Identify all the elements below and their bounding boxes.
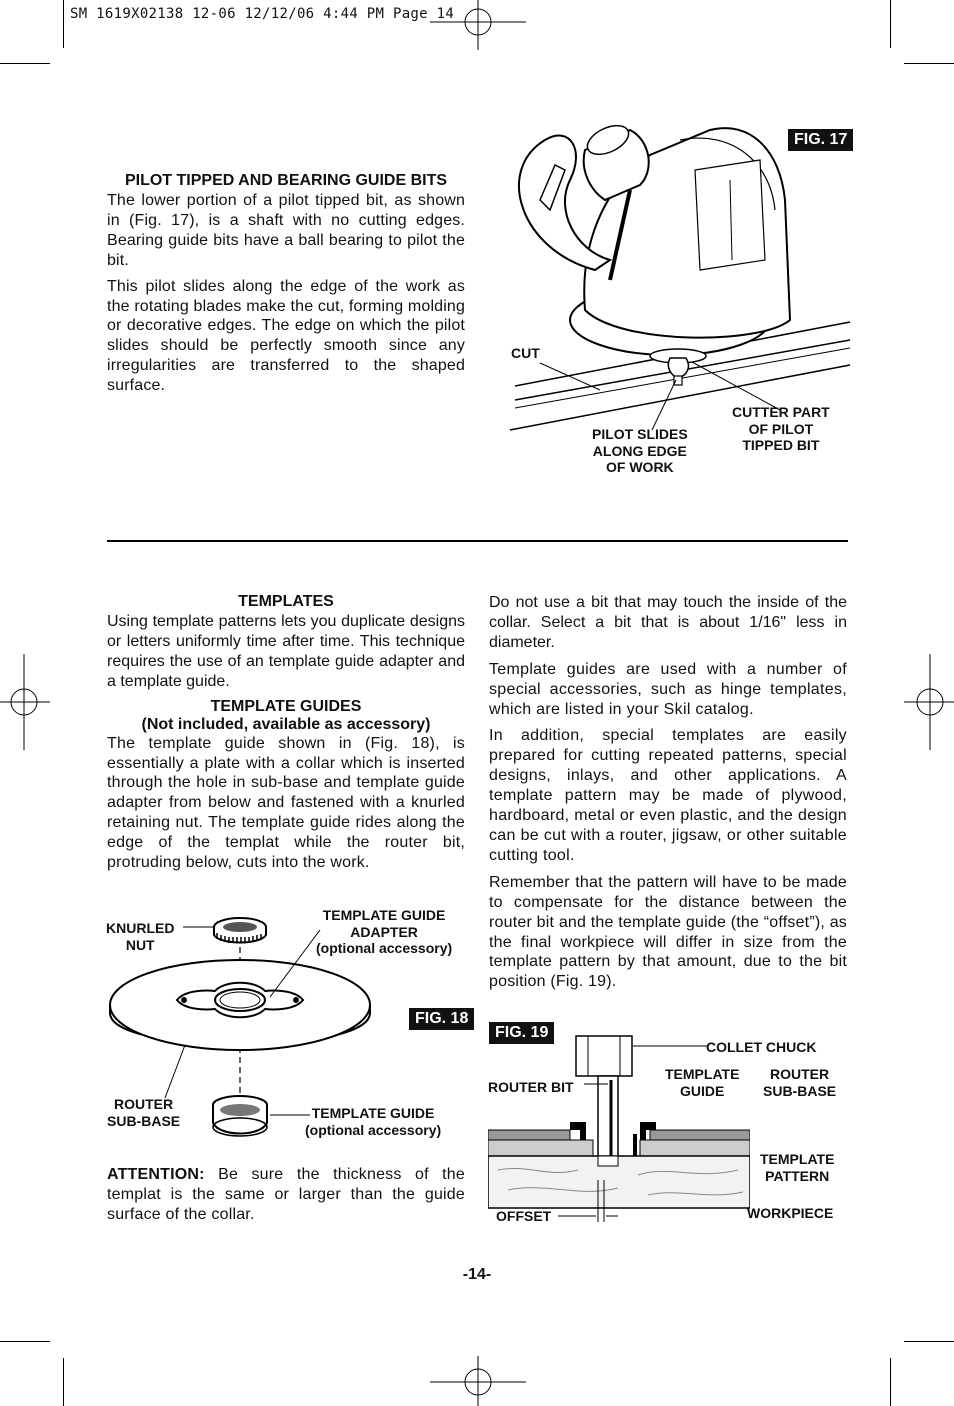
label-line: ROUTER [770, 1066, 830, 1082]
label-knurled-nut [106, 920, 174, 953]
attention-text: Be sure the thickness of the templat is the same or larger than the guide surface of the collar. [107, 1166, 465, 1223]
registration-mark-right [900, 654, 954, 750]
label-line: SUB-BASE [107, 1112, 181, 1129]
label-cut: CUT [511, 345, 540, 361]
label-line: ALONG EDGE [592, 442, 687, 459]
section-heading: TEMPLATES [238, 593, 334, 610]
label-line: NUT [125, 936, 155, 953]
section-heading: PILOT TIPPED AND BEARING GUIDE BITS [124, 172, 448, 189]
label-line: PILOT SLIDES [592, 426, 688, 442]
paragraph: Using template patterns lets you duplicate designs or letters uniformly time after time. This technique requires the use of an template guide adapter and a template guide. [107, 613, 465, 690]
section-pilot-tipped [107, 172, 465, 402]
label-offset: OFFSET [496, 1208, 552, 1224]
label-template-guide [305, 1105, 441, 1138]
attention-note [107, 1165, 465, 1225]
paragraph: Do not use a bit that may touch the inside of the collar. Select a bit that is about 1/16" less in diameter. [489, 594, 847, 651]
label-line: OF WORK [606, 459, 674, 475]
registration-mark-top [430, 0, 526, 56]
print-slug: SM 1619X02138 12-06 12/12/06 4:44 PM Page 14 [70, 6, 455, 22]
figure-tag: FIG. 18 [409, 1008, 474, 1030]
router-pilot-bit-illustration [500, 110, 860, 440]
paragraph: The lower portion of a pilot tipped bit, as shown in (Fig. 17), is a shaft with no cutting edges. Bearing guide bits have a ball bearing to pilot the bit. [107, 192, 465, 269]
label-line: TEMPLATE [665, 1066, 740, 1082]
section-templates [107, 593, 465, 879]
registration-mark-bottom [430, 1352, 526, 1406]
label-template-guide-adapter [316, 907, 452, 957]
paragraph: This pilot slides along the edge of the work as the rotating blades make the cut, forming molding or decorative edges. The edge on which the pilot slides should be perfectly smooth since any irregularities are transferred to the shaped surface. [107, 277, 465, 395]
subsection-heading: TEMPLATE GUIDES [210, 697, 362, 715]
label-router-sub-base [763, 1066, 836, 1099]
label-cutter-part [732, 404, 830, 454]
subsection-note: (Not included, available as accessory) [141, 715, 431, 733]
label-line: CUTTER PART [732, 404, 830, 420]
label-line: TEMPLATE [760, 1151, 835, 1167]
section-template-details [489, 593, 847, 998]
label-line: GUIDE [680, 1082, 725, 1099]
label-router-bit: ROUTER BIT [488, 1079, 574, 1095]
label-line: ROUTER [114, 1096, 174, 1112]
label-line: PATTERN [765, 1167, 830, 1184]
label-collet-chuck: COLLET CHUCK [706, 1039, 817, 1055]
figure-tag: FIG. 19 [489, 1022, 554, 1044]
label-line: TEMPLATE GUIDE [311, 1105, 435, 1121]
figure-tag: FIG. 17 [788, 129, 853, 151]
label-line: (optional accessory) [305, 1121, 442, 1138]
label-template-guide [665, 1066, 739, 1099]
label-line: TIPPED BIT [742, 437, 820, 453]
label-line: OF PILOT [748, 420, 814, 437]
attention-label: ATTENTION: [107, 1166, 205, 1183]
label-line: ADAPTER [350, 923, 418, 940]
label-workpiece: WORKPIECE [747, 1205, 834, 1221]
label-line: (optional accessory) [316, 940, 453, 956]
label-line: TEMPLATE GUIDE [322, 907, 446, 923]
paragraph: Remember that the pattern will have to be made to compensate for the distance between the router bit and the template guide (the “offset”), as the final workpiece will differ in size from the template pattern by that amount, due to the bit position (Fig. 19). [489, 873, 847, 991]
label-router-sub-base [107, 1096, 180, 1129]
label-template-pattern [760, 1151, 834, 1184]
label-line: KNURLED [106, 920, 175, 936]
offset-cross-section-illustration [488, 1030, 750, 1230]
paragraph: In addition, special templates are easily prepared for cutting repeated patterns, special designs, inlays, and other applications. A template pattern may be made of plywood, hardboard, metal or even plastic, and the design can be cut with a router, jigsaw, or other suitable cutting tool. [489, 727, 847, 864]
registration-mark-left [0, 654, 54, 750]
label-line: SUB-BASE [763, 1082, 837, 1099]
paragraph: The template guide shown in (Fig. 18), is essentially a plate with a collar which is inserted through the hole in sub-base and template guide adapter from below and fastened with a knurled retaining nut. The template guide rides along the edge of the templat while the router bit, protruding below, cuts into the work. [107, 734, 465, 872]
paragraph: Template guides are used with a number of special accessories, such as hinge templates, which are listed in your Skil catalog. [489, 660, 847, 718]
label-pilot-slides [592, 426, 688, 476]
section-divider [107, 540, 848, 542]
page-number: -14- [462, 1266, 492, 1283]
